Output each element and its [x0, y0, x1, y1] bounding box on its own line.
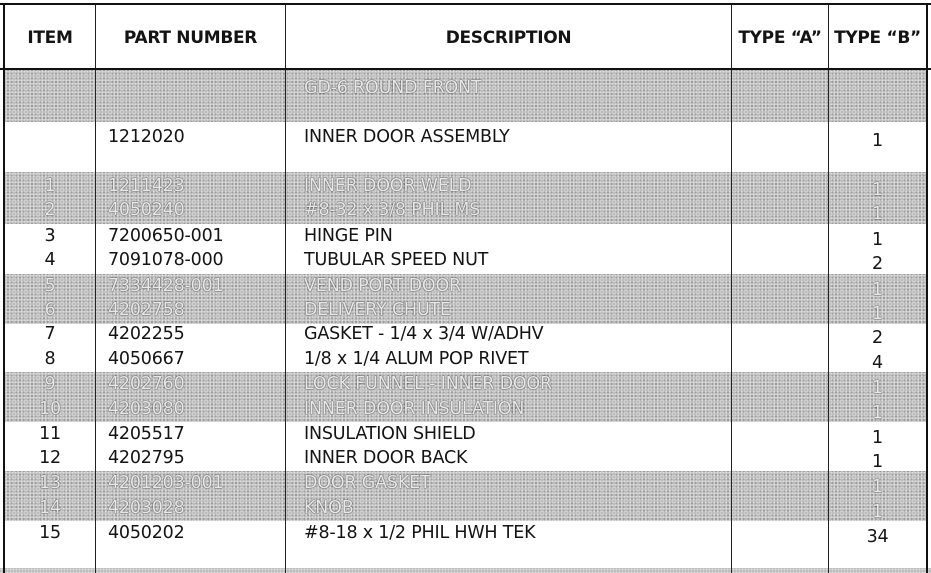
assembly-type-b	[829, 125, 926, 149]
type-b-qty-cell	[829, 521, 926, 545]
type-b-qty-cell	[829, 372, 926, 396]
assembly-part-number: 1212020	[108, 127, 185, 147]
item-number: 15	[39, 523, 61, 543]
part-number: 7200650-001	[108, 226, 224, 246]
type-b-qty: 2	[872, 254, 883, 274]
type-b-qty: 1	[872, 428, 883, 448]
type-a-qty	[731, 347, 828, 371]
type-b-qty-cell	[829, 274, 926, 298]
type-b-qty: 1	[872, 304, 883, 324]
item-number: 9	[44, 374, 56, 394]
description: INNER DOOR BACK	[304, 448, 468, 468]
description: 1/8 x 1/4 ALUM POP RIVET	[304, 349, 529, 369]
assembly-qty: 1	[872, 131, 883, 151]
type-b-qty-cell	[829, 198, 926, 222]
type-b-qty-cell	[829, 248, 926, 272]
description: DELIVERY CHUTE	[304, 300, 451, 320]
type-a-qty	[731, 397, 828, 421]
table-row	[0, 521, 931, 545]
type-b-qty-cell	[829, 422, 926, 446]
description: LOCK FUNNEL - INNER DOOR	[304, 374, 552, 394]
description: INNER DOOR INSULATION	[304, 399, 525, 419]
part-number: 4203080	[108, 399, 185, 419]
header-description: DESCRIPTION	[445, 28, 572, 48]
type-b-qty: 2	[872, 328, 883, 348]
assembly-row	[0, 125, 931, 149]
part-number: 4202795	[108, 448, 185, 468]
description: TUBULAR SPEED NUT	[304, 250, 489, 270]
type-b-qty: 1	[872, 180, 883, 200]
part-number: 4203028	[108, 498, 185, 518]
header-item: ITEM	[27, 28, 73, 48]
table-row	[0, 496, 931, 520]
type-a-qty	[731, 198, 828, 222]
description: #8-18 x 1/2 PHIL HWH TEK	[304, 523, 536, 543]
type-b-qty: 1	[872, 230, 883, 250]
table-row	[0, 322, 931, 346]
type-a-qty	[731, 224, 828, 248]
type-a-qty	[731, 274, 828, 298]
type-b-qty: 1	[872, 452, 883, 472]
type-a-qty	[731, 496, 828, 520]
section-title: GD-6 ROUND FRONT	[304, 78, 482, 98]
description: HINGE PIN	[304, 226, 393, 246]
description: VEND PORT DOOR	[304, 276, 462, 296]
item-number: 3	[44, 226, 56, 246]
item-number: 7	[44, 324, 56, 344]
part-number: 4205517	[108, 424, 185, 444]
part-number: 4050240	[108, 200, 185, 220]
type-a-qty	[731, 521, 828, 545]
type-b-qty-cell	[829, 347, 926, 371]
part-number: 4202255	[108, 324, 185, 344]
type-a-qty	[731, 174, 828, 198]
table-row	[0, 224, 931, 248]
part-number: 7091078-000	[108, 250, 224, 270]
description: INNER DOOR WELD	[304, 176, 472, 196]
type-b-qty: 34	[866, 527, 889, 547]
table-row	[0, 298, 931, 322]
item-number: 4	[44, 250, 56, 270]
header-part-number: PART NUMBER	[123, 28, 258, 48]
header-rule	[0, 68, 931, 70]
header-type-a: TYPE “A”	[738, 28, 822, 48]
type-a-qty	[731, 446, 828, 470]
description: KNOB	[304, 498, 354, 518]
type-b-qty: 1	[872, 204, 883, 224]
type-b-qty: 1	[872, 477, 883, 497]
header-type-b: TYPE “B”	[834, 28, 921, 48]
type-b-qty-cell	[829, 496, 926, 520]
type-b-qty: 1	[872, 378, 883, 398]
type-a-qty	[731, 422, 828, 446]
table-row	[0, 471, 931, 495]
bottom-shade-strip	[0, 568, 931, 573]
type-b-qty-cell	[829, 298, 926, 322]
part-number: 4201203-001	[108, 473, 224, 493]
table-row	[0, 198, 931, 222]
type-a-qty	[731, 471, 828, 495]
table-row	[0, 372, 931, 396]
type-a-qty	[731, 298, 828, 322]
part-number: 4202758	[108, 300, 185, 320]
item-number: 6	[44, 300, 56, 320]
table-row	[0, 397, 931, 421]
assembly-type-a	[731, 125, 828, 149]
type-a-qty	[731, 322, 828, 346]
type-b-qty: 1	[872, 502, 883, 522]
item-number: 12	[39, 448, 61, 468]
table-row	[0, 422, 931, 446]
part-number: 4050667	[108, 349, 185, 369]
assembly-description: INNER DOOR ASSEMBLY	[304, 127, 510, 147]
description: GASKET - 1/4 x 3/4 W/ADHV	[304, 324, 544, 344]
type-b-qty-cell	[829, 224, 926, 248]
type-b-qty: 4	[872, 353, 883, 373]
type-b-qty-cell	[829, 174, 926, 198]
type-b-qty-cell	[829, 322, 926, 346]
type-a-qty	[731, 248, 828, 272]
part-number: 1211423	[108, 176, 185, 196]
item-number: 14	[39, 498, 61, 518]
item-number: 5	[44, 276, 56, 296]
item-number: 8	[44, 349, 56, 369]
section-title-row	[0, 76, 931, 100]
part-number: 7334428-001	[108, 276, 224, 296]
table-row	[0, 446, 931, 470]
item-number: 10	[39, 399, 61, 419]
type-b-qty-cell	[829, 471, 926, 495]
item-number: 11	[39, 424, 61, 444]
type-b-qty: 1	[872, 280, 883, 300]
type-b-qty-cell	[829, 397, 926, 421]
description: #8-32 x 3/8 PHIL MS	[304, 200, 481, 220]
description: DOOR GASKET	[304, 473, 431, 493]
table-row	[0, 248, 931, 272]
item-number: 2	[44, 200, 56, 220]
table-row	[0, 274, 931, 298]
table-row	[0, 347, 931, 371]
type-b-qty-cell	[829, 446, 926, 470]
item-number: 1	[44, 176, 56, 196]
part-number: 4050202	[108, 523, 185, 543]
type-a-qty	[731, 372, 828, 396]
item-number: 13	[39, 473, 61, 493]
part-number: 4202760	[108, 374, 185, 394]
type-b-qty: 1	[872, 403, 883, 423]
table-row	[0, 174, 931, 198]
description: INSULATION SHIELD	[304, 424, 476, 444]
